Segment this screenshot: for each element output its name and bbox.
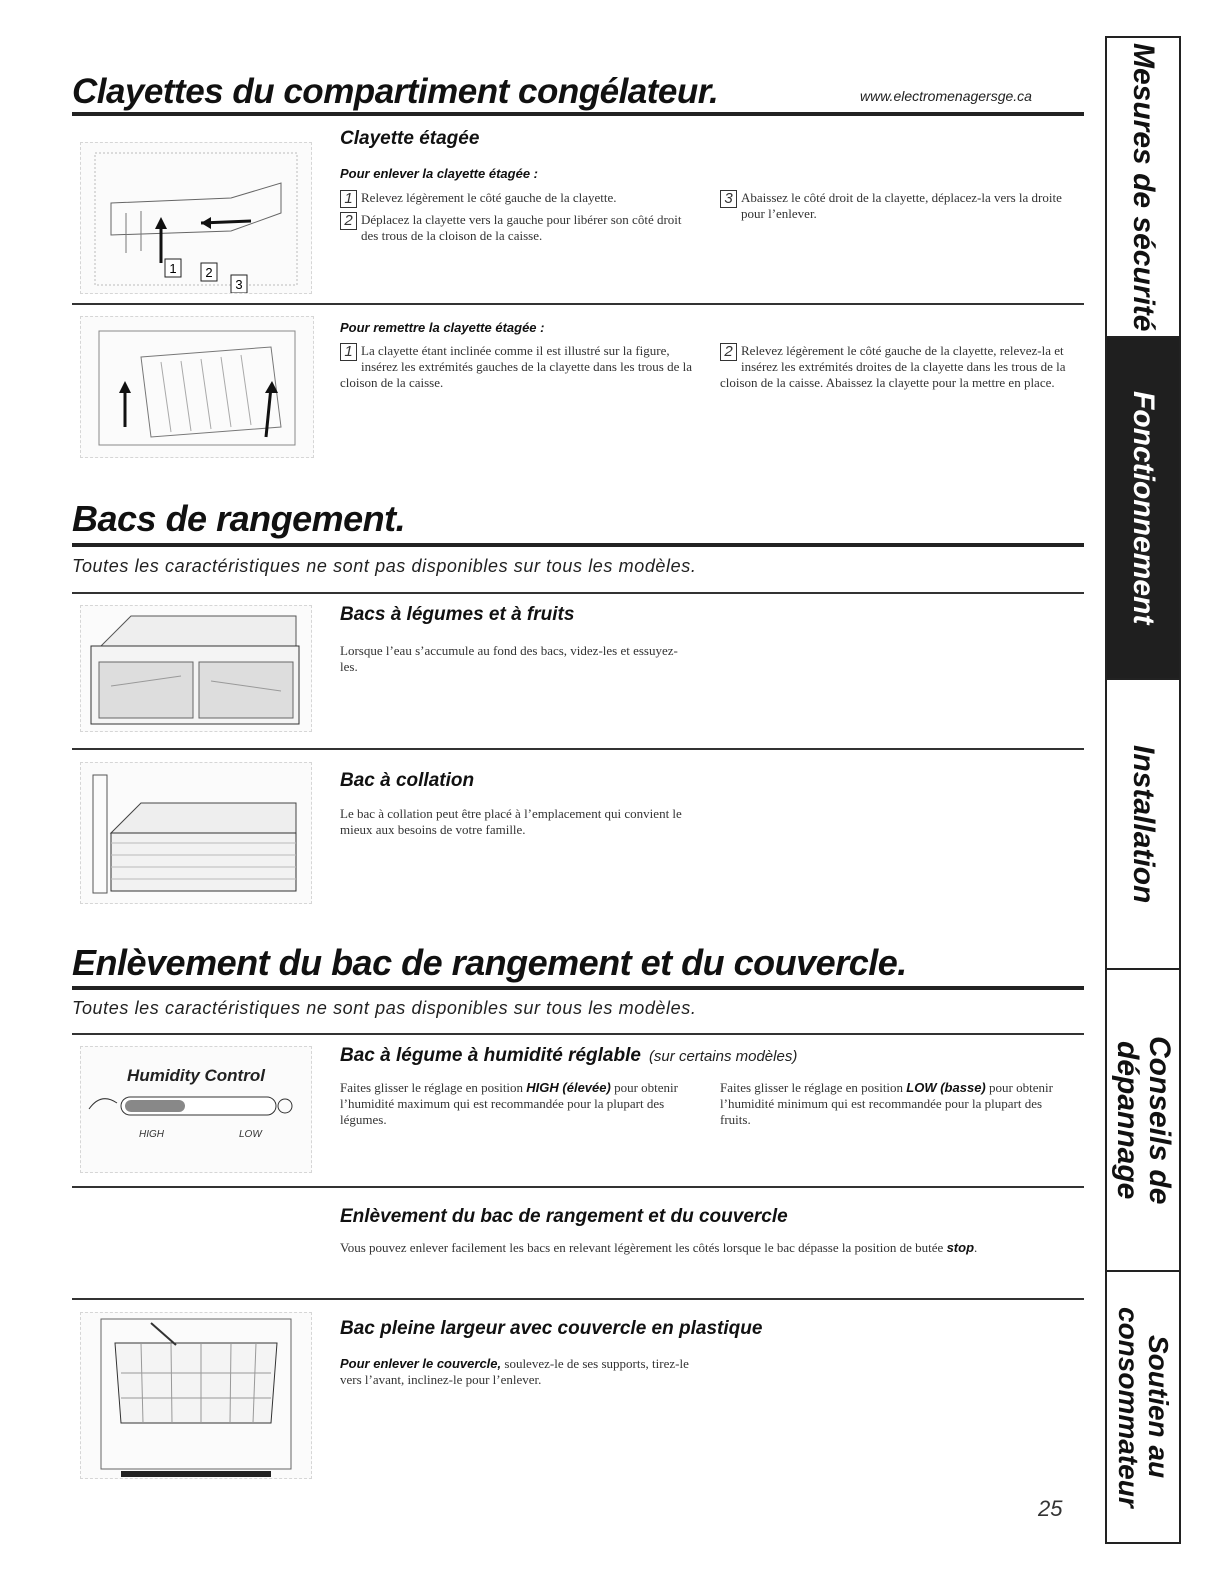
humidity-low-text — [720, 1080, 1075, 1128]
divider — [72, 303, 1084, 305]
crisper-title: Bacs à légumes et à fruits — [340, 604, 575, 625]
remove-steps-right — [720, 190, 1070, 226]
fullwidth-bold: Pour enlever le couvercle, — [340, 1356, 502, 1371]
title-rule — [72, 112, 1084, 116]
figure-replace-shelf — [80, 316, 314, 458]
section-title-bacs: Bacs de rangement. — [72, 498, 406, 539]
fullwidth-title: Bac pleine largeur avec couvercle en plastique — [340, 1318, 763, 1339]
replace-step-1 — [340, 343, 700, 391]
humidity-high-post: pour obtenir l’humidité maximum qui est recommandée pour la plupart des légumes. — [340, 1080, 678, 1127]
removal-text-stop: stop — [946, 1240, 975, 1255]
tab-mesures-de-securite[interactable] — [1107, 38, 1179, 338]
tab-label: Soutien au consommateur — [1113, 1306, 1174, 1508]
humidity-high-text — [340, 1080, 700, 1128]
step-number: 2 — [340, 212, 357, 230]
fullwidth-text — [340, 1356, 700, 1388]
replace-label: Pour remettre la clayette étagée : — [340, 320, 545, 335]
removal-text — [340, 1240, 1060, 1256]
replace-steps-right — [720, 343, 1075, 395]
humidity-fig-high: HIGH — [139, 1129, 164, 1140]
sidebar-nav — [1105, 36, 1181, 1544]
step-text: Déplacez la clayette vers la gauche pour libérer son côté droit des trous de la cloison de la caisse. — [361, 212, 682, 243]
tab-label: Fonctionnement — [1127, 391, 1160, 625]
figure-callout: 1 — [169, 261, 177, 276]
figure-callout: 2 — [205, 265, 213, 280]
step-text: La clayette étant inclinée comme il est illustré sur la figure, insérez les extrémités gauches de la clayette dans les trous de la cloison de la caisse. — [340, 343, 693, 390]
step-number: 1 — [340, 343, 357, 361]
humidity-high-pre: Faites glisser le réglage en position — [340, 1080, 527, 1095]
section-title-enlevement: Enlèvement du bac de rangement et du couvercle. — [72, 942, 907, 983]
figure-snack-pan — [80, 762, 312, 904]
step-number: 3 — [720, 190, 737, 208]
tab-soutien-au-consommateur[interactable] — [1107, 1272, 1179, 1542]
removal-text-post: . — [974, 1240, 978, 1255]
remove-step-2 — [340, 212, 700, 244]
humidity-low-setting: LOW (basse) — [906, 1080, 986, 1095]
availability-note: Toutes les caractéristiques ne sont pas disponibles sur tous les modèles. — [72, 556, 697, 576]
snack-title: Bac à collation — [340, 770, 475, 791]
tab-label: Conseils de dépannage — [1111, 1035, 1176, 1205]
removal-text-pre: Vous pouvez enlever facilement les bacs en relevant légèrement les côtés lorsque le bac dépasse la position de butée — [340, 1240, 947, 1255]
title-rule — [72, 986, 1084, 990]
divider — [72, 1033, 1084, 1035]
divider — [72, 1298, 1084, 1300]
humidity-heading — [340, 1045, 797, 1067]
divider — [72, 592, 1084, 594]
website-url[interactable]: www.electromenagersge.ca — [860, 88, 1032, 104]
remove-step-3 — [720, 190, 1070, 222]
figure-crisper-bins — [80, 605, 312, 732]
remove-step-1 — [340, 190, 700, 208]
divider — [72, 1186, 1084, 1188]
step-text: Abaissez le côté droit de la clayette, déplacez-la vers la droite pour l’enlever. — [741, 190, 1062, 221]
figure-remove-shelf — [80, 142, 312, 294]
tab-label: Mesures de sécurité — [1127, 42, 1160, 332]
step-text: Relevez légèrement le côté gauche de la clayette, relevez-la et insérez les extrémités droites de la clayette dans les trous de la cloison de la caisse. Abaissez la clayette pour la mettre en place. — [720, 343, 1066, 390]
section-title-clayettes: Clayettes du compartiment congélateur. — [72, 72, 719, 111]
tab-fonctionnement[interactable] — [1107, 338, 1179, 680]
subsection-title-clayette-etagee: Clayette étagée — [340, 128, 480, 149]
figure-full-width-pan — [80, 1312, 312, 1479]
remove-label: Pour enlever la clayette étagée : — [340, 166, 538, 181]
fullwidth-rest: soulevez-le de ses supports, tirez-le vers l’avant, inclinez-le pour l’enlever. — [340, 1356, 689, 1387]
step-text: Relevez légèrement le côté gauche de la clayette. — [361, 190, 617, 205]
page-number: 25 — [1038, 1496, 1063, 1521]
removal-title: Enlèvement du bac de rangement et du couvercle — [340, 1206, 788, 1227]
remove-steps-left — [340, 190, 700, 248]
tab-label: Installation — [1127, 744, 1160, 904]
step-number: 2 — [720, 343, 737, 361]
humidity-low-post: pour obtenir l’humidité minimum qui est recommandée pour la plupart des fruits. — [720, 1080, 1053, 1127]
figure-humidity-control — [80, 1046, 312, 1173]
snack-text: Le bac à collation peut être placé à l’emplacement qui convient le mieux aux besoins de votre famille. — [340, 806, 682, 837]
humidity-title: Bac à légume à humidité réglable — [340, 1045, 641, 1066]
humidity-title-suffix: (sur certains modèles) — [648, 1048, 798, 1065]
tab-installation[interactable] — [1107, 680, 1179, 970]
crisper-text: Lorsque l’eau s’accumule au fond des bacs, videz-les et essuyez-les. — [340, 643, 678, 674]
tab-conseils-de-depannage[interactable] — [1107, 970, 1179, 1272]
humidity-fig-low: LOW — [239, 1129, 262, 1140]
figure-callout: 3 — [235, 277, 243, 292]
humidity-low-pre: Faites glisser le réglage en position — [720, 1080, 907, 1095]
title-rule — [72, 543, 1084, 547]
step-number: 1 — [340, 190, 357, 208]
humidity-high-setting: HIGH (élevée) — [526, 1080, 611, 1095]
humidity-fig-title: Humidity Control — [127, 1066, 265, 1085]
availability-note: Toutes les caractéristiques ne sont pas disponibles sur tous les modèles. — [72, 998, 697, 1018]
replace-steps-left — [340, 343, 700, 395]
replace-step-2 — [720, 343, 1075, 391]
divider — [72, 748, 1084, 750]
